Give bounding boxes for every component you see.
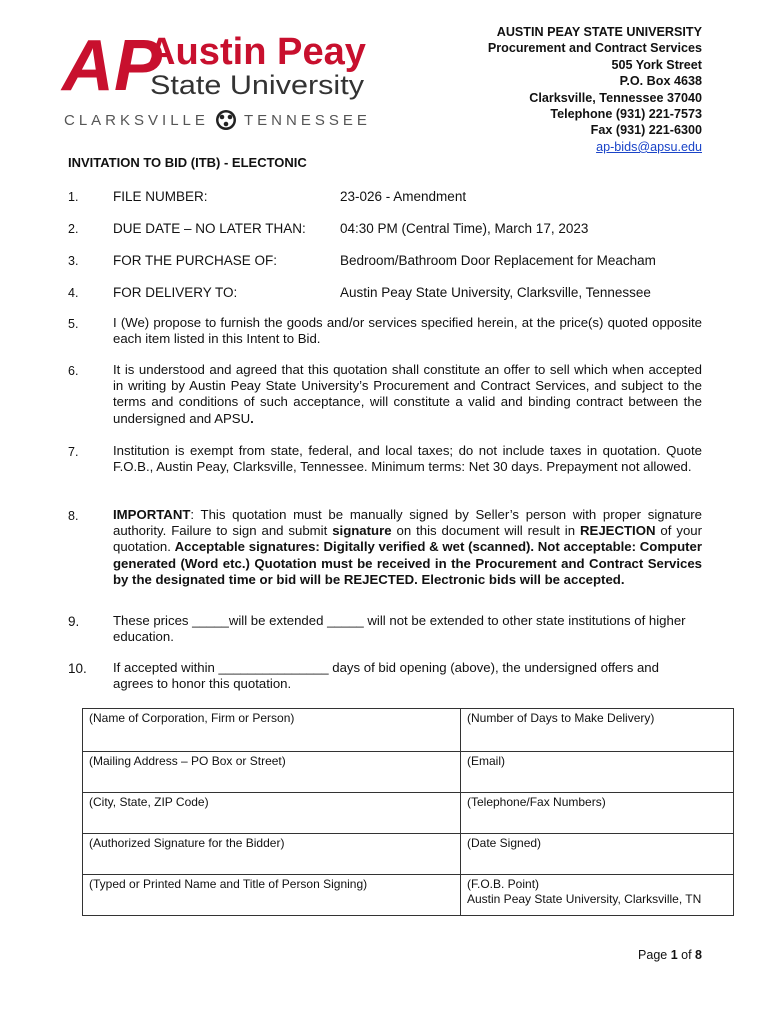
org-name: AUSTIN PEAY STATE UNIVERSITY xyxy=(496,25,702,39)
paragraph-8-text-c: of your quotation. xyxy=(113,523,703,555)
table-row xyxy=(83,793,734,834)
field-mailing-address[interactable]: (Mailing Address – PO Box or Street) xyxy=(83,752,461,793)
signature-emphasis: signature xyxy=(332,523,392,539)
university-logo xyxy=(60,24,370,134)
logo-city: CLARKSVILLE xyxy=(64,112,209,129)
important-label: IMPORTANT xyxy=(113,507,191,522)
bidder-info-table xyxy=(82,708,734,916)
telephone: Telephone (931) 221-7573 xyxy=(550,107,702,122)
rejection-emphasis: REJECTION xyxy=(580,523,656,539)
item-label-file-number: FILE NUMBER: xyxy=(113,189,208,204)
page-number xyxy=(638,948,702,962)
field-email[interactable]: (Email) xyxy=(461,752,734,793)
table-row xyxy=(83,875,734,916)
logo-state: TENNESSEE xyxy=(244,112,370,129)
field-typed-name-title[interactable]: (Typed or Printed Name and Title of Person Signing) xyxy=(83,875,461,916)
item-number: 8. xyxy=(68,509,79,523)
field-name-corporation[interactable]: (Name of Corporation, Firm or Person) xyxy=(83,709,461,752)
field-days-delivery[interactable]: (Number of Days to Make Delivery) xyxy=(461,709,734,752)
table-row xyxy=(83,709,734,752)
item-number: 1. xyxy=(68,190,79,204)
fob-point-value: Austin Peay State University, Clarksville, TN xyxy=(467,892,702,906)
item-label-delivery: FOR DELIVERY TO: xyxy=(113,285,238,300)
street: 505 York Street xyxy=(611,57,702,72)
tennessee-star-icon xyxy=(216,110,236,130)
item-label-purchase: FOR THE PURCHASE OF: xyxy=(113,253,278,268)
field-telephone-fax[interactable]: (Telephone/Fax Numbers) xyxy=(461,793,734,834)
item-label-due-date: DUE DATE – NO LATER THAN: xyxy=(113,221,306,236)
item-number: 10. xyxy=(68,661,87,676)
paragraph-7: Institution is exempt from state, federal, and local taxes; do not include taxes in quotation. Quote F.O.B., Austin Peay, Clarksville, Tennessee. Minimum terms: Net 30 days. Prepayment not allowed. xyxy=(113,443,702,475)
logo-graphic xyxy=(60,24,370,134)
paragraph-8-bold-text: Acceptable signatures: Digitally verified & wet (scanned). Not acceptable: Computer generated (Word etc.) Quotation must be received in the Procurement and Contract Services by the designated time or bid will be REJECTED. Electronic bids will be accepted. xyxy=(113,539,703,587)
paragraph-5: I (We) propose to furnish the goods and/or services specified herein, at the price(s) quoted opposite each item listed in this Intent to Bid. xyxy=(113,315,702,347)
paragraph-6 xyxy=(113,362,702,427)
logo-name-line1: Austin Peay xyxy=(148,31,366,73)
item-number: 7. xyxy=(68,445,79,459)
header-address xyxy=(382,24,702,155)
paragraph-8-text-a: : This quotation must be manually signed by Seller’s person with proper signature authority. Failure to sign and submit xyxy=(113,507,702,539)
item-number: 5. xyxy=(68,317,79,331)
paragraph-6-text: It is understood and agreed that this quotation shall constitute an offer to sell which when accepted in writing by Austin Peay State University’s Procurement and Contract Services, and subject to the terms and conditions of such acceptance, will constitute a valid and binding contract between the undersigned and APSU xyxy=(113,362,702,426)
item-number: 4. xyxy=(68,286,79,300)
item-value-delivery: Austin Peay State University, Clarksville, Tennessee xyxy=(340,285,651,300)
fob-point-label: (F.O.B. Point) xyxy=(467,877,540,891)
item-number: 6. xyxy=(68,364,79,378)
logo-mark: AP xyxy=(62,26,163,106)
po-box: P.O. Box 4638 xyxy=(619,74,702,89)
paragraph-8 xyxy=(113,507,702,588)
logo-name-line2: State University xyxy=(150,70,365,100)
table-row xyxy=(83,752,734,793)
page-total: 8 xyxy=(695,948,702,962)
paragraph-6-period: . xyxy=(250,410,254,426)
page-of: of xyxy=(677,948,696,962)
item-value-purchase: Bedroom/Bathroom Door Replacement for Meacham xyxy=(340,253,656,268)
item-number: 2. xyxy=(68,222,79,236)
item-value-due-date: 04:30 PM (Central Time), March 17, 2023 xyxy=(340,221,589,236)
paragraph-9: These prices _____will be extended _____ will not be extended to other state institutions of higher education. xyxy=(113,613,686,645)
paragraph-10: If accepted within _______________ days of bid opening (above), the undersigned offers and agrees to honor this quotation. xyxy=(113,660,659,692)
item-number: 9. xyxy=(68,614,80,629)
page-prefix: Page xyxy=(638,948,671,962)
document-title: INVITATION TO BID (ITB) - ELECTONIC xyxy=(68,155,307,170)
fax: Fax (931) 221-6300 xyxy=(590,123,702,138)
field-fob-point[interactable] xyxy=(461,875,734,916)
field-authorized-signature[interactable]: (Authorized Signature for the Bidder) xyxy=(83,834,461,875)
paragraph-8-text-b: on this document will result in xyxy=(391,523,581,539)
city-state-zip: Clarksville, Tennessee 37040 xyxy=(529,90,702,105)
field-date-signed[interactable]: (Date Signed) xyxy=(461,834,734,875)
page-current: 1 xyxy=(670,948,678,962)
item-number: 3. xyxy=(68,254,79,268)
department: Procurement and Contract Services xyxy=(487,41,702,56)
field-city-state-zip[interactable]: (City, State, ZIP Code) xyxy=(83,793,461,834)
email-link[interactable]: ap-bids@apsu.edu xyxy=(596,139,702,154)
item-value-file-number: 23-026 - Amendment xyxy=(340,189,467,204)
table-row xyxy=(83,834,734,875)
